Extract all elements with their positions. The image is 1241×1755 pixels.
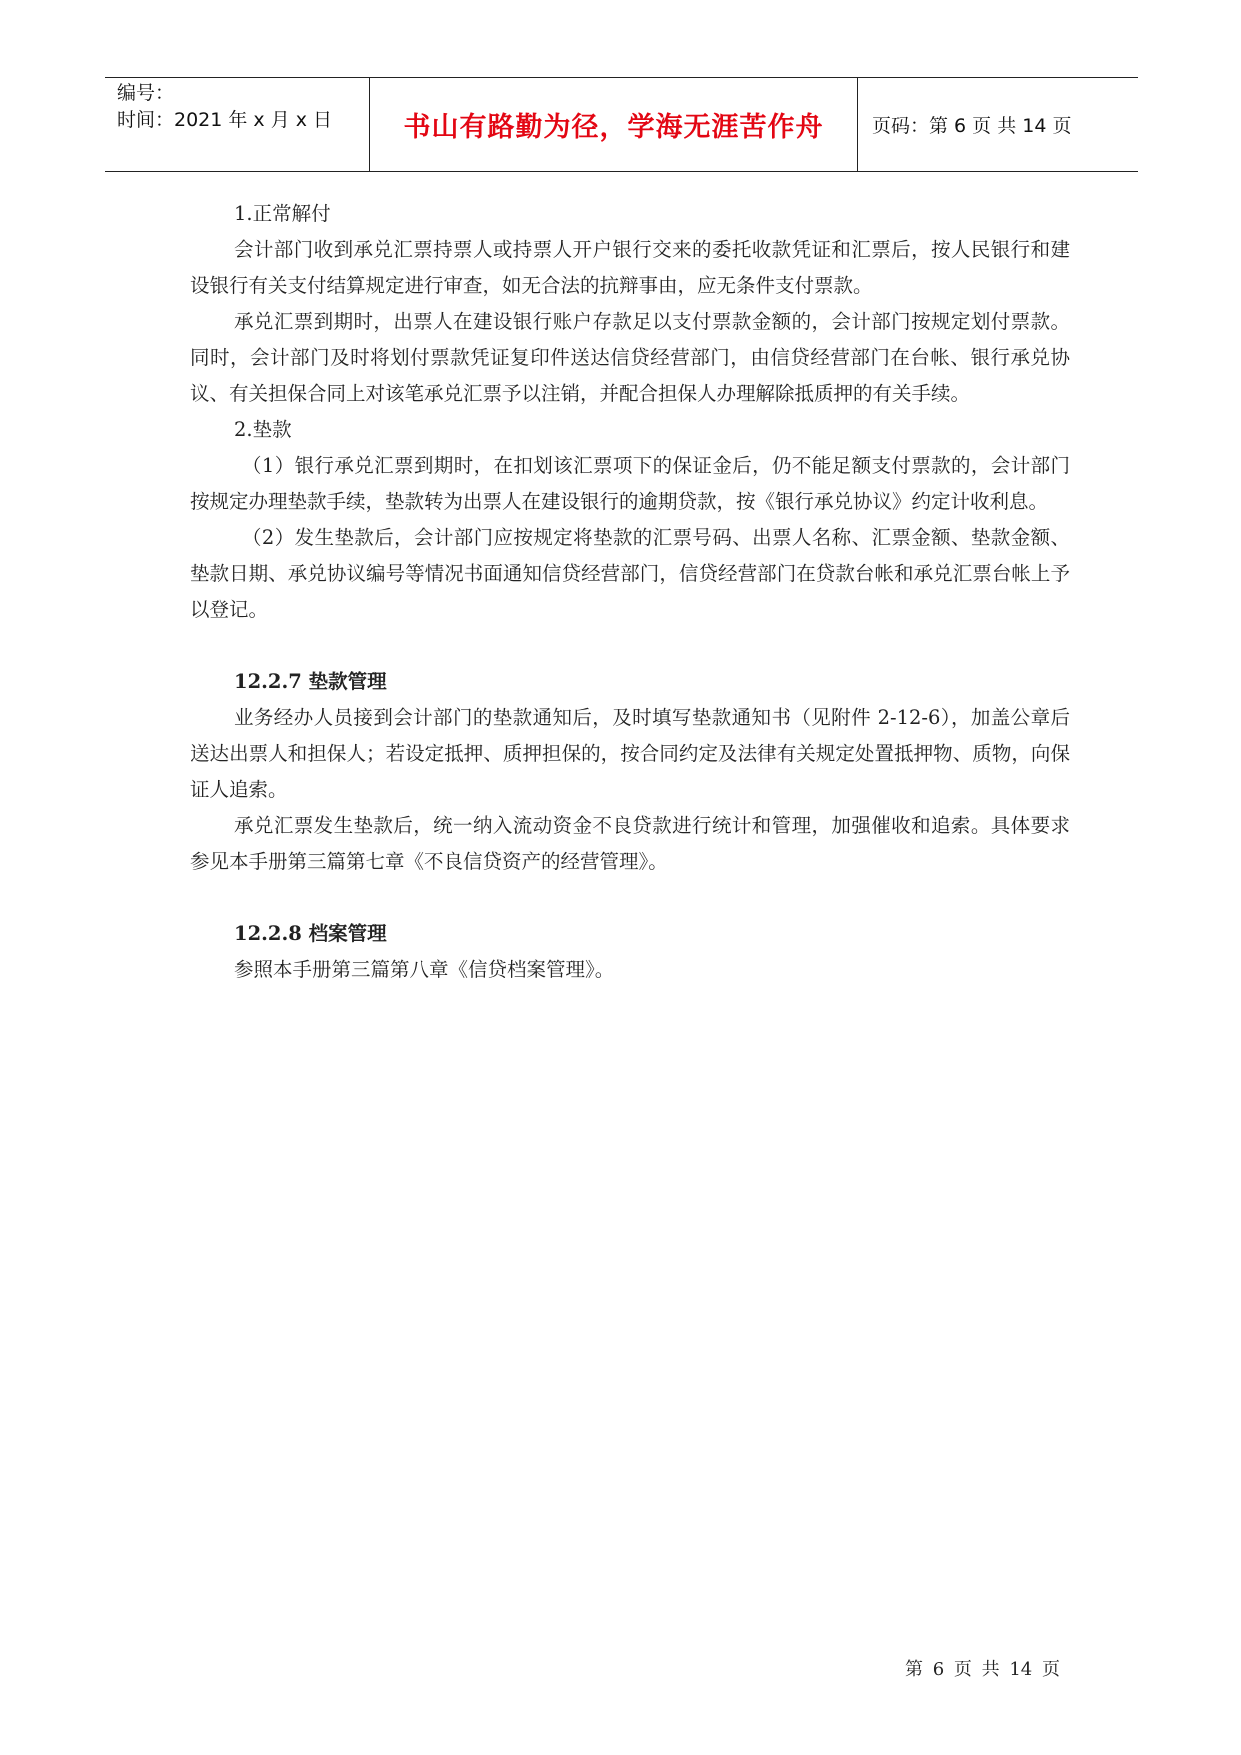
paragraph: （2）发生垫款后，会计部门应按规定将垫款的汇票号码、出票人名称、汇票金额、垫款金额、垫款日期、承兑协议编号等情况书面通知信贷经营部门，信贷经营部门在贷款台帐和承兑汇票台帐上予以登记。 [190,526,1070,621]
section-heading-advance: 2.垫款 [234,418,292,441]
paragraph: 会计部门收到承兑汇票持票人或持票人开户银行交来的委托收款凭证和汇票后，按人民银行和建设银行有关支付结算规定进行审查，如无合法的抗辩事由，应无条件支付票款。 [190,238,1070,297]
section-heading-normal-payment: 1.正常解付 [234,202,331,225]
paragraph: 承兑汇票到期时，出票人在建设银行账户存款足以支付票款金额的，会计部门按规定划付票款。同时，会计部门及时将划付票款凭证复印件送达信贷经营部门，由信贷经营部门在台帐、银行承兑协议、有关担保合同上对该笔承兑汇票予以注销，并配合担保人办理解除抵质押的有关手续。 [190,310,1070,405]
header-page-info: 页码：第 6 页 共 14 页 [872,115,1072,137]
document-body [190,196,1070,988]
section-heading-12-2-8: 12.2.8 档案管理 [234,922,387,945]
page-footer: 第 6 页 共 14 页 [905,1659,1060,1680]
paragraph: 业务经办人员接到会计部门的垫款通知后，及时填写垫款通知书（见附件 2-12-6），加盖公章后送达出票人和担保人；若设定抵押、质押担保的，按合同约定及法律有关规定处置抵押物、质物，向保证人追索。 [190,706,1070,801]
header-meta [105,78,370,171]
date-line: 时间：2021 年 x 月 x 日 [117,109,333,131]
paragraph: 承兑汇票发生垫款后，统一纳入流动资金不良贷款进行统计和管理，加强催收和追索。具体要求参见本手册第三篇第七章《不良信贷资产的经营管理》。 [190,814,1070,873]
section-heading-12-2-7: 12.2.7 垫款管理 [234,670,387,693]
page-header [105,77,1138,172]
serial-label: 编号： [117,82,175,104]
header-motto: 书山有路勤为径，学海无涯苦作舟 [370,78,858,171]
paragraph: 参照本手册第三篇第八章《信贷档案管理》。 [234,958,615,981]
paragraph: （1）银行承兑汇票到期时，在扣划该汇票项下的保证金后，仍不能足额支付票款的，会计部门按规定办理垫款手续，垫款转为出票人在建设银行的逾期贷款，按《银行承兑协议》约定计收利息。 [190,454,1070,513]
